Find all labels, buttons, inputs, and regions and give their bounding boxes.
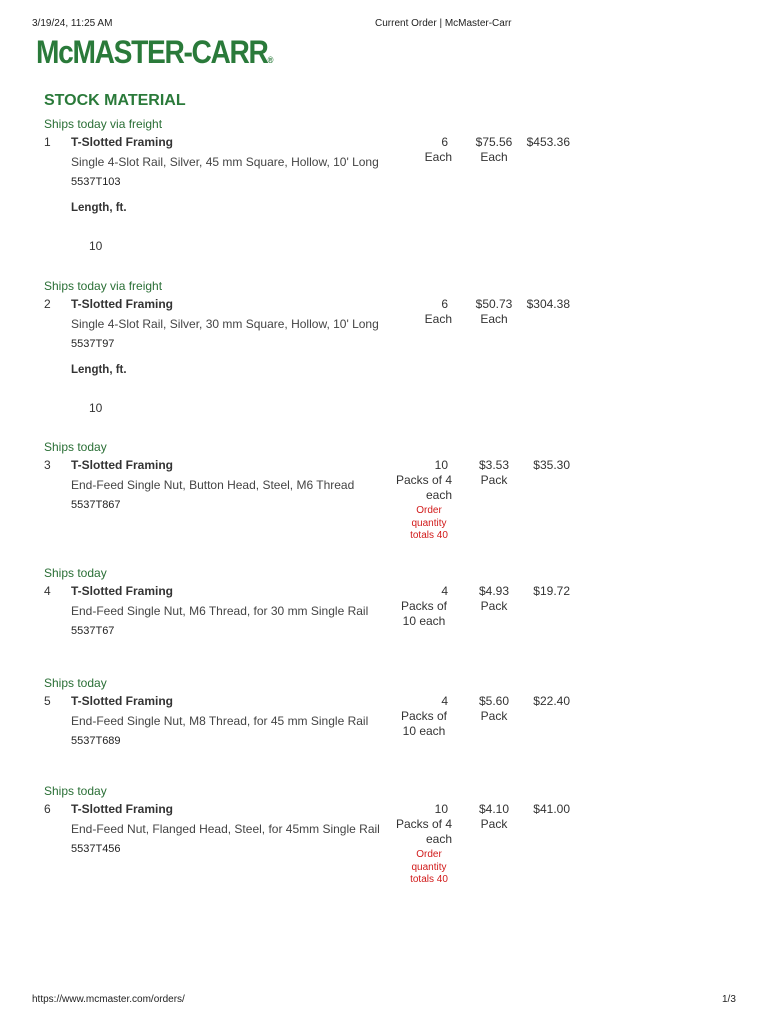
product-title[interactable]: T-Slotted Framing <box>71 694 173 708</box>
quantity-unit: Packs of 4 each <box>395 817 452 846</box>
product-title[interactable]: T-Slotted Framing <box>71 458 173 472</box>
print-page-title: Current Order | McMaster-Carr <box>375 18 512 29</box>
line-total: $304.38 <box>526 297 570 311</box>
part-number[interactable]: 5537T97 <box>71 338 115 350</box>
logo-text: McMASTER-CARR <box>36 34 268 70</box>
line-number: 4 <box>44 584 51 598</box>
shipping-status: Ships today via freight <box>44 117 163 131</box>
line-total: $453.36 <box>526 135 570 149</box>
part-number[interactable]: 5537T103 <box>71 176 121 188</box>
product-description: End-Feed Single Nut, M8 Thread, for 45 mm Single Rail <box>71 714 369 728</box>
unit-price <box>466 584 522 614</box>
quantity-unit: Packs of 10 each <box>400 709 448 738</box>
unit-price-value: $75.56 <box>475 135 513 149</box>
product-description: Single 4-Slot Rail, Silver, 45 mm Square, Hollow, 10' Long <box>71 155 379 169</box>
part-number[interactable]: 5537T456 <box>71 843 121 855</box>
quantity-value: 10 <box>434 802 448 816</box>
quantity <box>392 297 452 327</box>
quantity-unit: Packs of 10 each <box>400 599 448 628</box>
unit-price-unit: Pack <box>480 473 508 487</box>
print-datetime: 3/19/24, 11:25 AM <box>32 18 113 29</box>
shipping-status: Ships today <box>44 676 107 690</box>
line-number: 5 <box>44 694 51 708</box>
unit-price <box>466 135 522 165</box>
unit-price-value: $3.53 <box>478 458 510 472</box>
product-description: Single 4-Slot Rail, Silver, 30 mm Square, Hollow, 10' Long <box>71 317 379 331</box>
quantity <box>392 694 452 739</box>
quantity-value: 6 <box>441 297 448 311</box>
unit-price <box>466 802 522 832</box>
unit-price-value: $4.10 <box>478 802 510 816</box>
quantity <box>392 584 452 629</box>
line-number: 1 <box>44 135 51 149</box>
shipping-status: Ships today <box>44 784 107 798</box>
unit-price-unit: Each <box>480 150 508 164</box>
line-total: $19.72 <box>533 584 570 598</box>
quantity-value: 4 <box>441 694 448 708</box>
quantity <box>392 458 452 543</box>
product-title[interactable]: T-Slotted Framing <box>71 297 173 311</box>
line-total: $35.30 <box>533 458 570 472</box>
shipping-status: Ships today via freight <box>44 279 163 293</box>
product-description: End-Feed Single Nut, M6 Thread, for 30 mm Single Rail <box>71 604 369 618</box>
quantity-unit: Each <box>424 150 452 164</box>
quantity-value: 4 <box>441 584 448 598</box>
unit-price <box>466 297 522 327</box>
unit-price-value: $50.73 <box>475 297 513 311</box>
quantity-unit: Packs of 4 each <box>395 473 452 502</box>
unit-price <box>466 458 522 488</box>
page-number: 1/3 <box>722 994 736 1005</box>
line-total: $22.40 <box>533 694 570 708</box>
option-value: 10 <box>89 239 103 253</box>
unit-price <box>466 694 522 724</box>
quantity-value: 10 <box>434 458 448 472</box>
unit-price-unit: Pack <box>480 817 508 831</box>
product-title[interactable]: T-Slotted Framing <box>71 802 173 816</box>
quantity <box>392 135 452 165</box>
shipping-status: Ships today <box>44 566 107 580</box>
quantity-note: Order quantity totals 40 <box>410 849 448 885</box>
line-number: 2 <box>44 297 51 311</box>
product-description: End-Feed Nut, Flanged Head, Steel, for 45mm Single Rail <box>71 822 380 836</box>
option-value: 10 <box>89 401 103 415</box>
option-label: Length, ft. <box>71 202 127 214</box>
section-title: STOCK MATERIAL <box>44 92 186 109</box>
part-number[interactable]: 5537T67 <box>71 625 115 637</box>
quantity-note: Order quantity totals 40 <box>410 505 448 541</box>
part-number[interactable]: 5537T689 <box>71 735 121 747</box>
option-label: Length, ft. <box>71 364 127 376</box>
product-title[interactable]: T-Slotted Framing <box>71 584 173 598</box>
unit-price-unit: Each <box>480 312 508 326</box>
line-total: $41.00 <box>533 802 570 816</box>
product-description: End-Feed Single Nut, Button Head, Steel, M6 Thread <box>71 478 355 492</box>
shipping-status: Ships today <box>44 440 107 454</box>
unit-price-value: $5.60 <box>478 694 510 708</box>
quantity-unit: Each <box>424 312 452 326</box>
unit-price-unit: Pack <box>480 599 508 613</box>
line-number: 6 <box>44 802 51 816</box>
quantity-value: 6 <box>441 135 448 149</box>
logo-registered-mark: ® <box>267 55 274 65</box>
unit-price-value: $4.93 <box>478 584 510 598</box>
unit-price-unit: Pack <box>480 709 508 723</box>
part-number[interactable]: 5537T867 <box>71 499 121 511</box>
mcmaster-logo[interactable] <box>36 34 273 71</box>
quantity <box>392 802 452 887</box>
line-number: 3 <box>44 458 51 472</box>
product-title[interactable]: T-Slotted Framing <box>71 135 173 149</box>
footer-url[interactable]: https://www.mcmaster.com/orders/ <box>32 994 185 1005</box>
